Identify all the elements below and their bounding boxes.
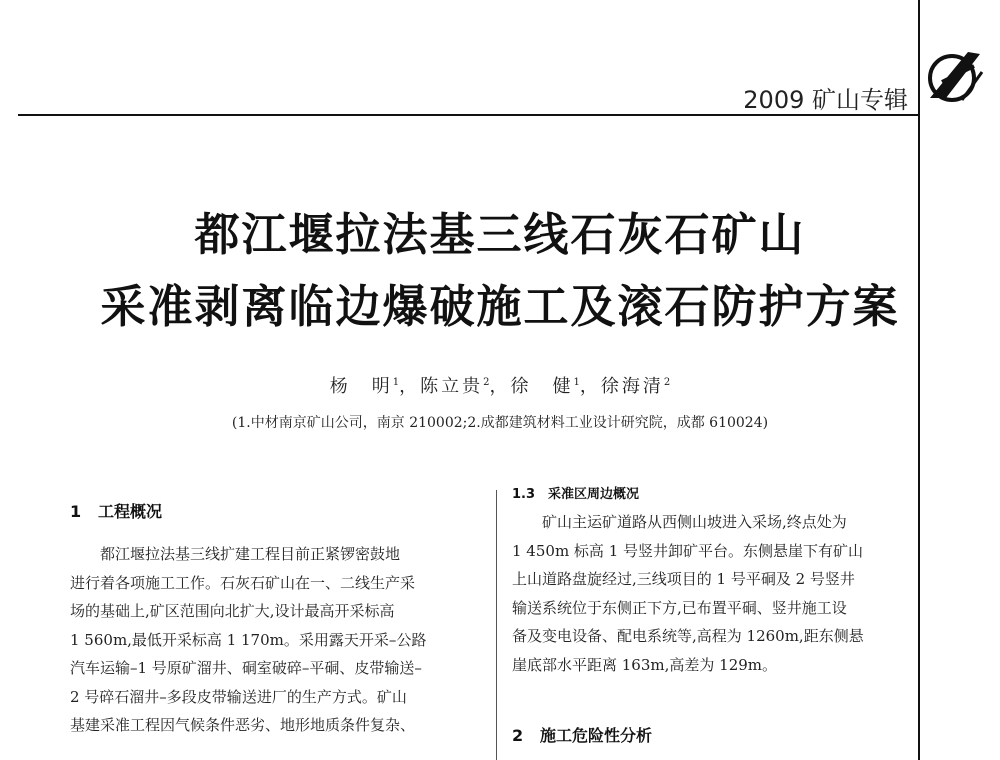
- text-line: 基建采准工程因气候条件恶劣、地形地质条件复杂、: [70, 716, 416, 734]
- text-line: 进行着各项施工工作。石灰石矿山在一、二线生产采: [70, 573, 416, 592]
- text-line: 汽车运输–1 号原矿溜井、硐室破碎–平硐、皮带输送–: [70, 659, 422, 677]
- author-affil-mark: 2: [663, 377, 671, 388]
- subsection-1-3-heading: [512, 483, 639, 502]
- section-title: 施工危险性分析: [540, 726, 653, 745]
- column-divider: [496, 490, 497, 760]
- section-number: 2: [512, 726, 524, 745]
- author-affil-mark: 1: [573, 377, 580, 388]
- author-list: 杨 明$^1$，陈立贵$^2$，徐 健$^1$，徐海清$^2$: [329, 376, 671, 397]
- text-line: 输送系统位于东侧正下方,已布置平硐、竖井施工设: [512, 598, 847, 617]
- section-1-paragraph: [70, 540, 480, 740]
- section-2-heading: [512, 723, 652, 746]
- text-line: 都江堰拉法基三线扩建工程目前正紧锣密鼓地: [70, 545, 401, 563]
- author: 陈立贵: [420, 376, 484, 397]
- text-line: 1 560m,最低开采标高 1 170m。采用露天开采–公路: [70, 630, 427, 649]
- section-number: 1: [70, 502, 82, 521]
- author: 徐 健: [510, 376, 574, 397]
- text-line: 备及变电设备、配电系统等,高程为 1260m,距东侧悬: [512, 627, 864, 645]
- text-line: 崖底部水平距离 163m,高差为 129m。: [512, 655, 778, 674]
- author-affil-mark: 1: [392, 377, 400, 388]
- article-title-line-2: 采准剥离临边爆破施工及滚石防护方案: [100, 280, 900, 333]
- author-affil-mark: 2: [483, 377, 490, 388]
- section-1-heading: [70, 499, 162, 522]
- text-line: 2 号碎石溜井–多段皮带输送进厂的生产方式。矿山: [70, 687, 407, 706]
- journal-logo-icon: [922, 42, 986, 106]
- text-line: 上山道路盘旋经过,三线项目的 1 号平硐及 2 号竖井: [512, 570, 855, 588]
- text-line: 1 450m 标高 1 号竖井卸矿平台。东侧悬崖下有矿山: [512, 541, 864, 560]
- subsection-number: 1.3: [512, 487, 536, 502]
- article-title-line-1: 都江堰拉法基三线石灰石矿山: [194, 208, 806, 261]
- author: 杨 明: [329, 376, 393, 397]
- subsection-1-3-paragraph: [512, 508, 916, 679]
- journal-issue-label: 2009 矿山专辑: [743, 86, 908, 114]
- subsection-title: 采准区周边概况: [548, 487, 640, 502]
- author: 徐海清: [600, 376, 664, 397]
- section-title: 工程概况: [98, 502, 163, 521]
- text-line: 矿山主运矿道路从西侧山坡进入采场,终点处为: [512, 513, 847, 531]
- author-affiliations: (1.中材南京矿山公司，南京 210002;2.成都建筑材料工业设计研究院，成都 610024): [231, 415, 769, 431]
- text-line: 场的基础上,矿区范围向北扩大,设计最高开采标高: [70, 602, 395, 620]
